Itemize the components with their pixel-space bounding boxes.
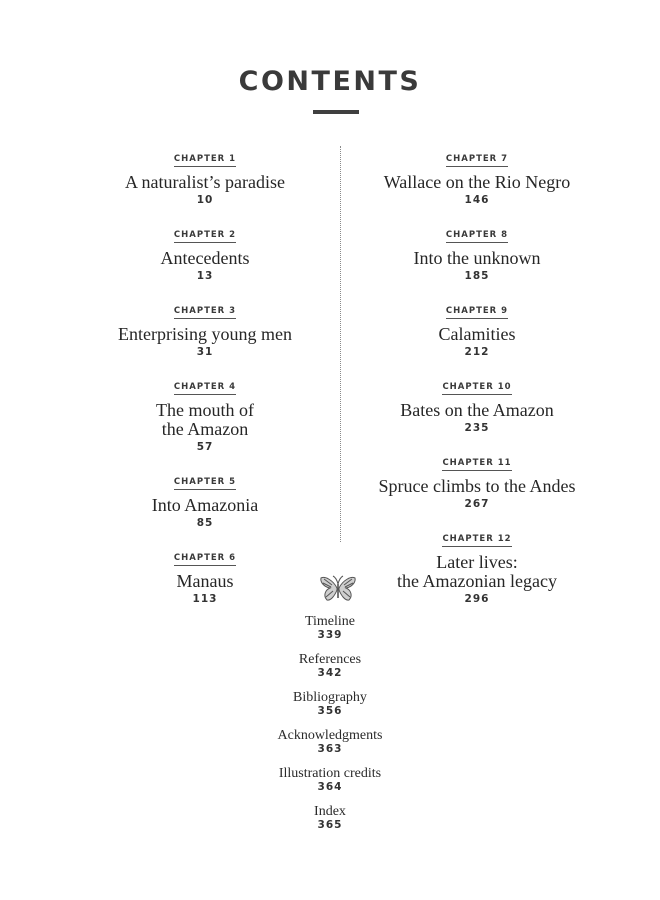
butterfly-icon [319,574,357,604]
toc-entry[interactable] [90,224,320,283]
page-number: 339 [317,629,343,641]
chapters-column-left [90,148,320,623]
chapter-label: CHAPTER 1 [174,154,236,167]
back-matter-title: Index [314,804,346,819]
toc-entry[interactable] [180,690,480,718]
chapter-label: CHAPTER 11 [442,458,511,471]
chapter-title: Calamities [438,324,516,344]
page-number: 212 [464,346,490,358]
chapter-label: CHAPTER 6 [174,553,236,566]
chapter-title: Spruce climbs to the Andes [378,476,576,496]
chapter-label: CHAPTER 10 [442,382,511,395]
chapter-title: Enterprising young men [118,324,292,344]
page-number: 364 [317,781,343,793]
toc-entry[interactable] [362,300,592,359]
chapter-label: CHAPTER 3 [174,306,236,319]
chapter-label: CHAPTER 2 [174,230,236,243]
chapter-title: Manaus [176,571,234,591]
toc-entry[interactable] [362,452,592,511]
toc-entry[interactable] [180,728,480,756]
page-number: 365 [317,819,343,831]
toc-entry[interactable] [90,376,320,454]
page-number: 235 [464,422,490,434]
column-divider [340,146,341,542]
page-number: 267 [464,498,490,510]
toc-entry[interactable] [90,471,320,530]
chapter-title: Into the unknown [413,248,541,268]
chapter-label: CHAPTER 4 [174,382,236,395]
page-number: 57 [196,441,214,453]
page-number: 85 [196,517,214,529]
back-matter-title: References [298,652,362,667]
page-number: 10 [196,194,214,206]
toc-entry[interactable] [362,528,592,606]
page-number: 356 [317,705,343,717]
page-number: 296 [464,593,490,605]
back-matter-title: Timeline [304,614,356,629]
chapter-title-line1: The mouth of [156,400,254,420]
chapter-title: Antecedents [160,248,250,268]
toc-entry[interactable] [362,376,592,435]
page-number: 13 [196,270,214,282]
chapter-title-line2: the Amazonian legacy [397,571,557,591]
back-matter-list [180,614,480,842]
toc-entry[interactable] [362,148,592,207]
page-title: CONTENTS [238,66,422,97]
chapter-title: A naturalist’s paradise [125,172,285,192]
toc-entry[interactable] [180,804,480,832]
toc-entry[interactable] [90,547,320,606]
chapter-title-line2: the Amazon [161,419,249,439]
page-number: 31 [196,346,214,358]
toc-entry[interactable] [90,148,320,207]
chapter-label: CHAPTER 7 [446,154,508,167]
chapter-title: Into Amazonia [151,495,259,515]
toc-entry[interactable] [362,224,592,283]
back-matter-title: Acknowledgments [277,728,383,743]
chapter-label: CHAPTER 5 [174,477,236,490]
toc-entry[interactable] [90,300,320,359]
back-matter-title: Bibliography [293,690,367,705]
toc-entry[interactable] [180,766,480,794]
page-number: 342 [317,667,343,679]
chapters-column-right [362,148,592,623]
page-number: 185 [464,270,490,282]
chapter-label: CHAPTER 8 [446,230,508,243]
chapter-label: CHAPTER 12 [442,534,511,547]
chapter-title: Wallace on the Rio Negro [383,172,571,192]
chapter-label: CHAPTER 9 [446,306,508,319]
toc-entry[interactable] [180,652,480,680]
page-number: 146 [464,194,490,206]
page-number: 363 [317,743,343,755]
chapter-title: Bates on the Amazon [400,400,554,420]
toc-entry[interactable] [180,614,480,642]
chapter-title-line1: Later lives: [436,552,518,572]
title-underline [313,110,359,114]
page-number: 113 [192,593,218,605]
back-matter-title: Illustration credits [278,766,382,781]
